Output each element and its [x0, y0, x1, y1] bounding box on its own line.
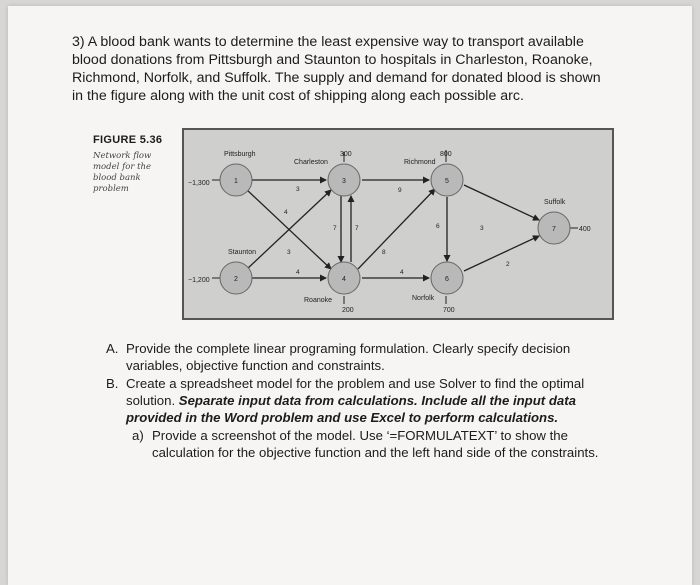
cost-1-4: 3 — [287, 249, 291, 256]
node-id-4: 4 — [342, 276, 346, 283]
subtask-marker: a) — [132, 428, 144, 443]
node-name-pittsburgh: Pittsburgh — [224, 151, 256, 158]
cost-2-3: 4 — [284, 209, 288, 216]
task-emphasis: Separate input data from calculations. Include all the input data provided in the Word problem and use Excel to perform calculations. — [126, 393, 576, 425]
cost-5-6: 6 — [436, 223, 440, 230]
arc-5-7 — [464, 185, 539, 220]
supply-staunton: −1,200 — [188, 277, 210, 284]
task-a — [106, 340, 626, 374]
figure-label: FIGURE 5.36 — [93, 134, 163, 146]
node-id-5: 5 — [445, 178, 449, 185]
cost-4-6: 4 — [400, 269, 404, 276]
node-name-norfolk: Norfolk — [412, 295, 435, 302]
node-name-charleston: Charleston — [294, 159, 328, 166]
node-id-1: 1 — [234, 178, 238, 185]
demand-norfolk: 700 — [443, 307, 455, 314]
cost-1-3: 3 — [296, 186, 300, 193]
demand-suffolk: 400 — [579, 226, 591, 233]
node-name-roanoke: Roanoke — [304, 297, 333, 304]
node-id-2: 2 — [234, 276, 238, 283]
node-name-staunton: Staunton — [228, 249, 257, 256]
node-id-3: 3 — [342, 178, 346, 185]
arc-4-5 — [358, 189, 435, 269]
network-diagram — [184, 130, 612, 318]
cost-5-7: 3 — [480, 225, 484, 232]
problem-statement: 3) A blood bank wants to determine the least expensive way to transport available blood donations from Pittsburgh and Staunton to hospitals in Charleston, Roanoke, Richmond, Norfolk, and Suffolk. The supply and demand for donated blood is shown in the figure along with the unit cost of shipping along each possible arc. — [72, 34, 601, 104]
subtask-text: Provide a screenshot of the model. Use ‘=FORMULATEXT’ to show the calculation for the objective function and the left hand side of the constraints. — [152, 428, 599, 460]
demand-roanoke: 200 — [342, 307, 354, 314]
cost-4-3: 7 — [355, 225, 359, 232]
arc-1-4 — [246, 189, 331, 269]
subtask-a — [126, 427, 626, 461]
task-text: Create a spreadsheet model for the problem and use Solver to find the optimal solution. — [126, 376, 585, 408]
arc-6-7 — [464, 236, 539, 271]
cost-4-5: 8 — [382, 249, 386, 256]
task-text: Provide the complete linear programing formulation. Clearly specify decision variables, objective function and constraints. — [126, 341, 571, 373]
figure-caption: Network flow model for the blood bank problem — [93, 151, 152, 194]
task-marker: A. — [106, 341, 119, 356]
node-id-6: 6 — [445, 276, 449, 283]
document-page — [8, 6, 692, 585]
cost-2-4: 4 — [296, 269, 300, 276]
node-name-richmond: Richmond — [404, 159, 436, 166]
node-id-7: 7 — [552, 226, 556, 233]
task-list — [106, 340, 626, 461]
node-name-suffolk: Suffolk — [544, 199, 566, 206]
arc-2-3 — [246, 190, 331, 270]
demand-charleston: 300 — [340, 151, 352, 158]
cost-3-4: 7 — [333, 225, 337, 232]
demand-richmond: 800 — [440, 151, 452, 158]
supply-pittsburgh: −1,300 — [188, 180, 210, 187]
task-b — [106, 375, 626, 426]
cost-3-5: 9 — [398, 187, 402, 194]
cost-6-7: 2 — [506, 261, 510, 268]
task-marker: B. — [106, 376, 119, 391]
network-figure — [182, 128, 614, 320]
